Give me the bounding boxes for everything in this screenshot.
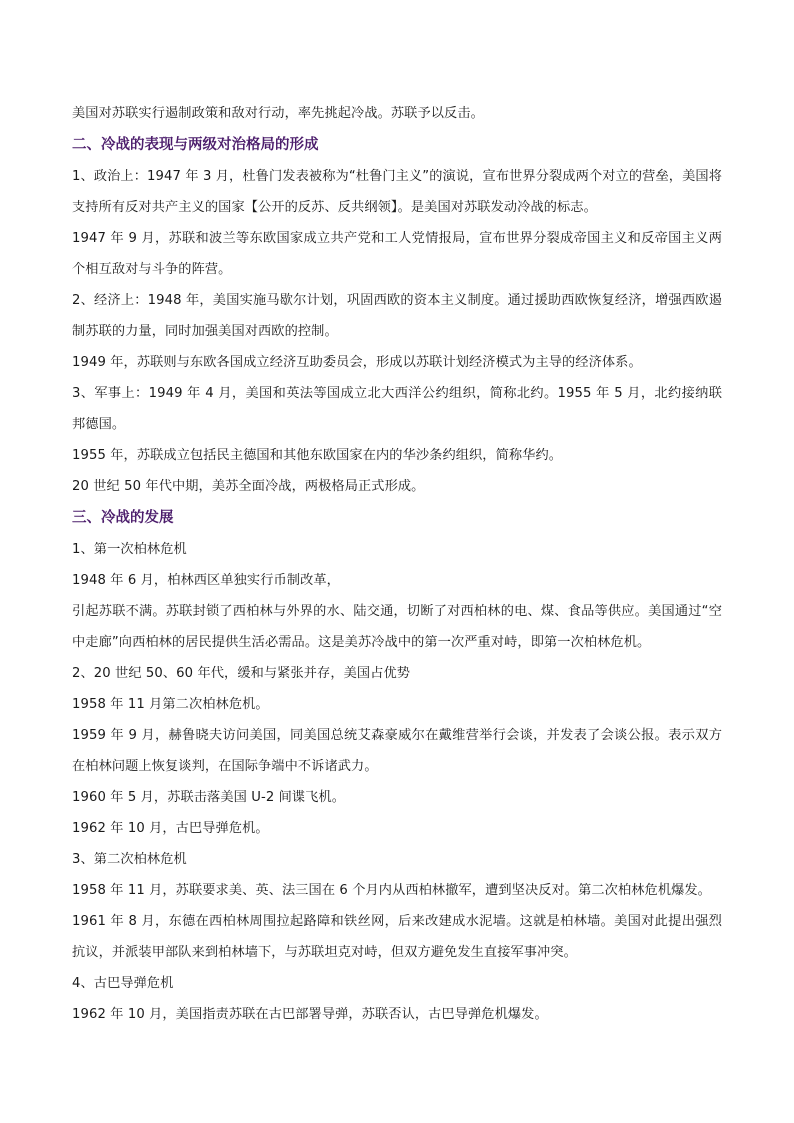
paragraph-missiles: 1962 年 10 月，美国指责苏联在古巴部署导弹，苏联否认，古巴导弹危机爆发。 <box>72 1007 548 1022</box>
paragraph-1958: 1958 年 11 月第二次柏林危机。 <box>72 697 269 712</box>
section-heading-2: 二、冷战的表现与两级对治格局的形成 <box>72 137 319 153</box>
subheading-cuban-missile-crisis: 4、古巴导弹危机 <box>72 976 174 991</box>
paragraph-comecon: 1949 年，苏联则与东欧各国成立经济互助委员会，形成以苏联计划经济模式为主导的经济体系。 <box>72 355 642 370</box>
paragraph-intro: 美国对苏联实行遏制政策和敌对行动，率先挑起冷战。苏联予以反击。 <box>72 106 484 121</box>
paragraph-economy: 2、经济上：1948 年，美国实施马歇尔计划，巩固西欧的资本主义制度。通过援助西欧恢复经济，增强西欧遏制苏联的力量，同时加强美国对西欧的控制。 <box>72 293 722 339</box>
paragraph-u2: 1960 年 5 月，苏联击落美国 U-2 间谍飞机。 <box>72 790 346 805</box>
paragraph-warsaw-pact: 1955 年，苏联成立包括民主德国和其他东欧国家在内的华沙条约组织，简称华约。 <box>72 448 563 463</box>
paragraph-politics: 1、政治上：1947 年 3 月，杜鲁门发表被称为“杜鲁门主义”的演说，宣布世界分裂成两个对立的营垒，美国将支持所有反对共产主义的国家【公开的反苏、反共纲领】。是美国对苏联发动冷战的标志。 <box>72 169 722 215</box>
paragraph-bipolar: 20 世纪 50 年代中期，美苏全面冷战，两极格局正式形成。 <box>72 479 425 494</box>
paragraph-ultimatum: 1958 年 11 月，苏联要求美、英、法三国在 6 个月内从西柏林撤军，遭到坚决反对。第二次柏林危机爆发。 <box>72 883 711 898</box>
paragraph-blockade: 引起苏联不满。苏联封锁了西柏林与外界的水、陆交通，切断了对西柏林的电、煤、食品等供应。美国通过“空中走廊”向西柏林的居民提供生活必需品。这是美苏冷战中的第一次严重对峙，即第一次柏林危机。 <box>72 604 722 650</box>
paragraph-cominform: 1947 年 9 月，苏联和波兰等东欧国家成立共产党和工人党情报局，宣布世界分裂成帝国主义和反帝国主义两个相互敌对与斗争的阵营。 <box>72 231 722 277</box>
paragraph-currency-reform: 1948 年 6 月，柏林西区单独实行币制改革， <box>72 573 340 588</box>
subheading-50s-60s: 2、20 世纪 50、60 年代，缓和与紧张并存，美国占优势 <box>72 666 411 681</box>
paragraph-camp-david: 1959 年 9 月，赫鲁晓夫访问美国，同美国总统艾森豪威尔在戴维营举行会谈，并发表了会谈公报。表示双方在柏林问题上恢复谈判，在国际争端中不诉诸武力。 <box>72 728 722 774</box>
subheading-second-berlin-crisis: 3、第二次柏林危机 <box>72 852 187 867</box>
paragraph-military: 3、军事上：1949 年 4 月，美国和英法等国成立北大西洋公约组织，简称北约。1955 年 5 月，北约接纳联邦德国。 <box>72 386 722 432</box>
document-body <box>72 98 722 1030</box>
paragraph-berlin-wall: 1961 年 8 月，东德在西柏林周围拉起路障和铁丝网，后来改建成水泥墙。这就是柏林墙。美国对此提出强烈抗议，并派装甲部队来到柏林墙下，与苏联坦克对峙，但双方避免发生直接军事冲突。 <box>72 914 722 960</box>
paragraph-cuba-1962: 1962 年 10 月，古巴导弹危机。 <box>72 821 269 836</box>
subheading-first-berlin-crisis: 1、第一次柏林危机 <box>72 542 187 557</box>
section-heading-3: 三、冷战的发展 <box>72 510 174 526</box>
